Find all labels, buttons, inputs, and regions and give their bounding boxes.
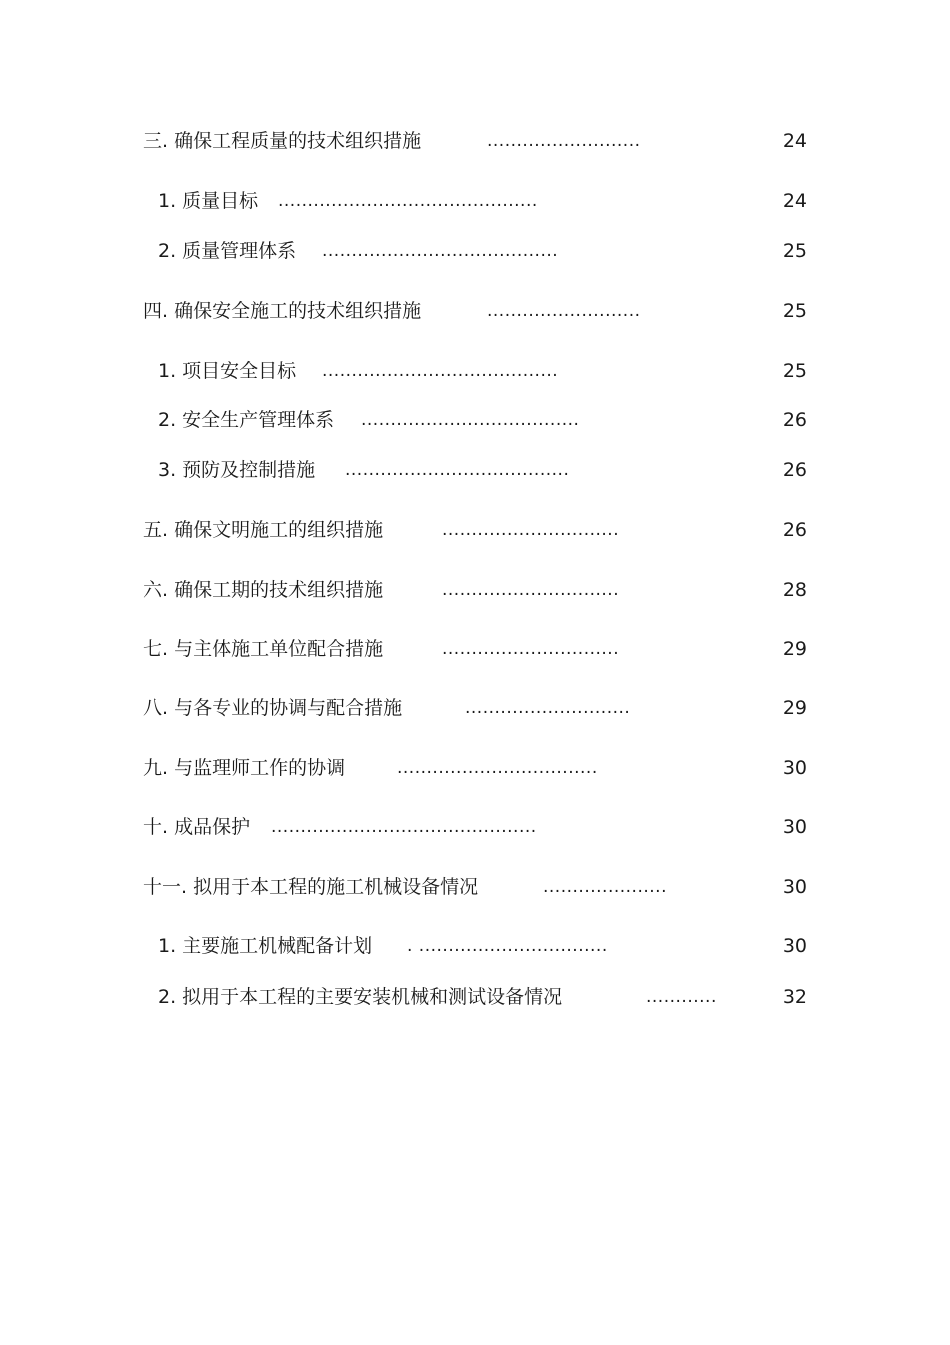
toc-entry-leader: ............................: [465, 698, 631, 718]
toc-entry[interactable]: [0, 872, 950, 902]
toc-entry[interactable]: [0, 982, 950, 1012]
toc-entry-leader: ..............................: [442, 639, 620, 659]
toc-entry-leader: ..............................: [442, 520, 620, 540]
toc-entry-title: 1. 质量目标: [158, 190, 259, 212]
toc-entry-title: 2. 拟用于本工程的主要安装机械和测试设备情况: [158, 986, 563, 1008]
toc-entry-title: 2. 安全生产管理体系: [158, 409, 335, 431]
toc-entry-title: 七. 与主体施工单位配合措施: [143, 638, 384, 660]
toc-entry-page: 24: [782, 130, 807, 152]
toc-entry-leader: ..........................: [487, 301, 641, 321]
toc-entry-leader: ..........................: [487, 131, 641, 151]
toc-entry-title: 1. 项目安全目标: [158, 360, 297, 382]
toc-entry-title: 十. 成品保护: [143, 816, 251, 838]
toc-entry-title: 1. 主要施工机械配备计划: [158, 935, 373, 957]
toc-entry-leader: ..................................: [397, 758, 598, 778]
toc-entry-page: 26: [782, 459, 807, 481]
toc-entry-page: 30: [782, 935, 807, 957]
toc-entry[interactable]: [0, 812, 950, 842]
toc-entry[interactable]: [0, 455, 950, 485]
toc-entry-title: 3. 预防及控制措施: [158, 459, 316, 481]
toc-entry[interactable]: [0, 186, 950, 216]
toc-entry-leader: ............................................: [278, 191, 538, 211]
toc-entry[interactable]: [0, 575, 950, 605]
toc-entry-page: 25: [782, 240, 807, 262]
toc-entry[interactable]: [0, 126, 950, 156]
toc-entry-title: 六. 确保工期的技术组织措施: [143, 579, 384, 601]
toc-entry-title: 2. 质量管理体系: [158, 240, 297, 262]
toc-entry-title: 八. 与各专业的协调与配合措施: [143, 697, 403, 719]
toc-entry[interactable]: [0, 753, 950, 783]
toc-entry-title: 九. 与监理师工作的协调: [143, 757, 346, 779]
toc-entry-page: 25: [782, 360, 807, 382]
toc-entry[interactable]: [0, 405, 950, 435]
toc-entry-leader: ............: [646, 987, 717, 1007]
toc-entry-page: 29: [782, 697, 807, 719]
toc-entry-page: 25: [782, 300, 807, 322]
toc-entry-page: 26: [782, 409, 807, 431]
toc-entry-page: 28: [782, 579, 807, 601]
toc-entry[interactable]: [0, 634, 950, 664]
toc-entry-title: 三. 确保工程质量的技术组织措施: [143, 130, 422, 152]
toc-entry-leader: . ................................: [407, 936, 608, 956]
toc-entry-leader: ........................................: [322, 361, 559, 381]
toc-entry[interactable]: [0, 515, 950, 545]
toc-entry-title: 五. 确保文明施工的组织措施: [143, 519, 384, 541]
toc-entry[interactable]: [0, 931, 950, 961]
toc-entry-page: 29: [782, 638, 807, 660]
toc-entry-leader: .............................................: [271, 817, 537, 837]
toc-entry-page: 26: [782, 519, 807, 541]
toc-entry-leader: .....................: [543, 877, 667, 897]
toc-entry-page: 30: [782, 816, 807, 838]
toc-entry[interactable]: [0, 236, 950, 266]
toc-entry-title: 四. 确保安全施工的技术组织措施: [143, 300, 422, 322]
toc-entry-leader: ........................................: [322, 241, 559, 261]
toc-entry[interactable]: [0, 296, 950, 326]
toc-entry-page: 30: [782, 757, 807, 779]
toc-entry-leader: ..............................: [442, 580, 620, 600]
toc-entry-page: 24: [782, 190, 807, 212]
toc-entry-page: 32: [782, 986, 807, 1008]
toc-entry-leader: ......................................: [345, 460, 570, 480]
toc-entry-title: 十一. 拟用于本工程的施工机械设备情况: [143, 876, 479, 898]
toc-entry-page: 30: [782, 876, 807, 898]
toc-entry[interactable]: [0, 693, 950, 723]
toc-entry-leader: .....................................: [361, 410, 580, 430]
toc-entry[interactable]: [0, 356, 950, 386]
